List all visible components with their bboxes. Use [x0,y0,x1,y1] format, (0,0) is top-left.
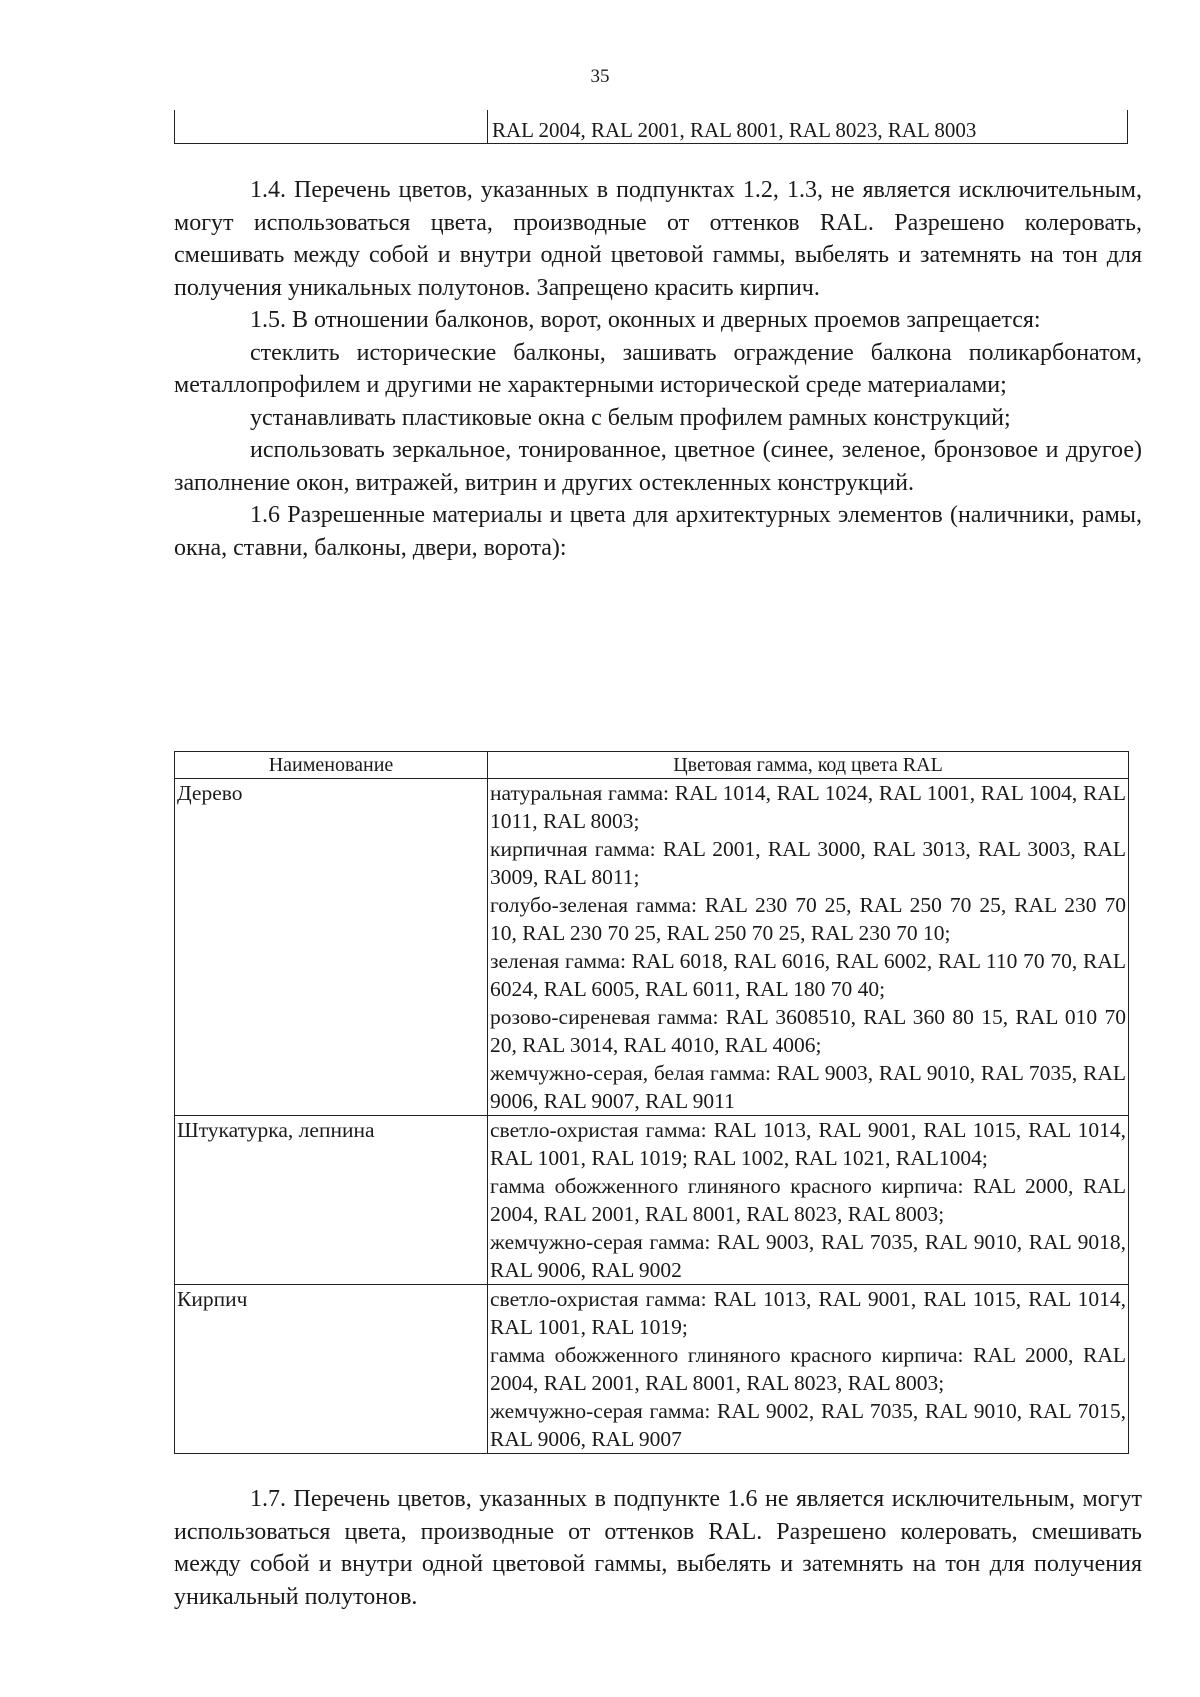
color-line: светло-охристая гамма: RAL 1013, RAL 9001, RAL 1015, RAL 1014, RAL 1001, RAL 1019; RAL 1002, RAL 1021, RAL1004; [490,1118,1126,1170]
row-material-name: Штукатурка, лепнина [175,1116,488,1285]
color-line: розово-сиреневая гамма: RAL 3608510, RAL 360 80 15, RAL 010 70 20, RAL 3014, RAL 4010, RAL 4006; [490,1005,1126,1057]
color-line: голубо-зеленая гамма: RAL 230 70 25, RAL 250 70 25, RAL 230 70 10, RAL 230 70 25, RAL 250 70 25, RAL 230 70 10; [490,893,1126,945]
table-row [175,1116,1129,1285]
row-material-name: Дерево [175,779,488,1116]
page-number: 35 [590,66,610,87]
header-colors: Цветовая гамма, код цвета RAL [488,752,1129,779]
header-name: Наименование [175,752,488,779]
text-block-lower [174,1483,1142,1613]
color-line: жемчужно-серая, белая гамма: RAL 9003, RAL 9010, RAL 7035, RAL 9006, RAL 9007, RAL 9011 [490,1061,1126,1113]
color-line: гамма обожженного глиняного красного кирпича: RAL 2000, RAL 2004, RAL 2001, RAL 8001, RAL 8023, RAL 8003; [490,1174,1126,1226]
paragraph-1-4: 1.4. Перечень цветов, указанных в подпунктах 1.2, 1.3, не является исключительным, могут использоваться цвета, производные от оттенков RAL. Разрешено колеровать, смешивать между собой и внутри одной цветовой гаммы, выбелять и затемнять на тон для получения уникальных полутонов. Запрещено красить кирпич. [174,177,1142,301]
paragraph-1-5: 1.5. В отношении балконов, ворот, оконных и дверных проемов запрещается: [250,307,1041,333]
row-color-values [488,1285,1129,1454]
continued-table-row [174,110,1128,144]
table-row [175,1285,1129,1454]
paragraph-1-6: 1.6 Разрешенные материалы и цвета для архитектурных элементов (наличники, рамы, окна, ставни, балконы, двери, ворота): [174,502,1142,561]
color-line: зеленая гамма: RAL 6018, RAL 6016, RAL 6002, RAL 110 70 70, RAL 6024, RAL 6005, RAL 6011, RAL 180 70 40; [490,949,1126,1001]
color-line: гамма обожженного глиняного красного кирпича: RAL 2000, RAL 2004, RAL 2001, RAL 8001, RAL 8023, RAL 8003; [490,1343,1126,1395]
color-line: жемчужно-серая гамма: RAL 9002, RAL 7035, RAL 9010, RAL 7015, RAL 9006, RAL 9007 [490,1399,1126,1451]
color-line: жемчужно-серая гамма: RAL 9003, RAL 7035, RAL 9010, RAL 9018, RAL 9006, RAL 9002 [490,1230,1126,1282]
row-color-values [488,779,1129,1116]
paragraph-1-7: 1.7. Перечень цветов, указанных в подпункте 1.6 не является исключительным, могут использоваться цвета, производные от оттенков RAL. Разрешено колеровать, смешивать между собой и внутри одной цветовой гаммы, выбелять и затемнять на тон для получения уникальный полутонов. [174,1486,1142,1610]
row-material-name: Кирпич [175,1285,488,1454]
paragraph-1-5-item-c: использовать зеркальное, тонированное, цветное (синее, зеленое, бронзовое и другое) заполнение окон, витражей, витрин и других остекленных конструкций. [174,437,1142,496]
table-header-row [175,752,1129,779]
color-line: натуральная гамма: RAL 1014, RAL 1024, RAL 1001, RAL 1004, RAL 1011, RAL 8003; [490,781,1126,833]
materials-colors-table [174,751,1129,1454]
text-block-upper [174,174,1142,564]
table-row [175,779,1129,1116]
color-line: светло-охристая гамма: RAL 1013, RAL 9001, RAL 1015, RAL 1014, RAL 1001, RAL 1019; [490,1287,1126,1339]
table-column-divider [487,110,488,143]
row-color-values [488,1116,1129,1285]
paragraph-1-5-item-a: стеклить исторические балконы, зашивать ограждение балкона поликарбонатом, металлопрофилем и другими не характерными исторической среде материалами; [174,339,1142,398]
continued-row-value: RAL 2004, RAL 2001, RAL 8001, RAL 8023, RAL 8003 [492,118,977,142]
color-line: кирпичная гамма: RAL 2001, RAL 3000, RAL 3013, RAL 3003, RAL 3009, RAL 8011; [490,837,1126,889]
paragraph-1-5-item-b: устанавливать пластиковые окна с белым профилем рамных конструкций; [250,404,1011,431]
